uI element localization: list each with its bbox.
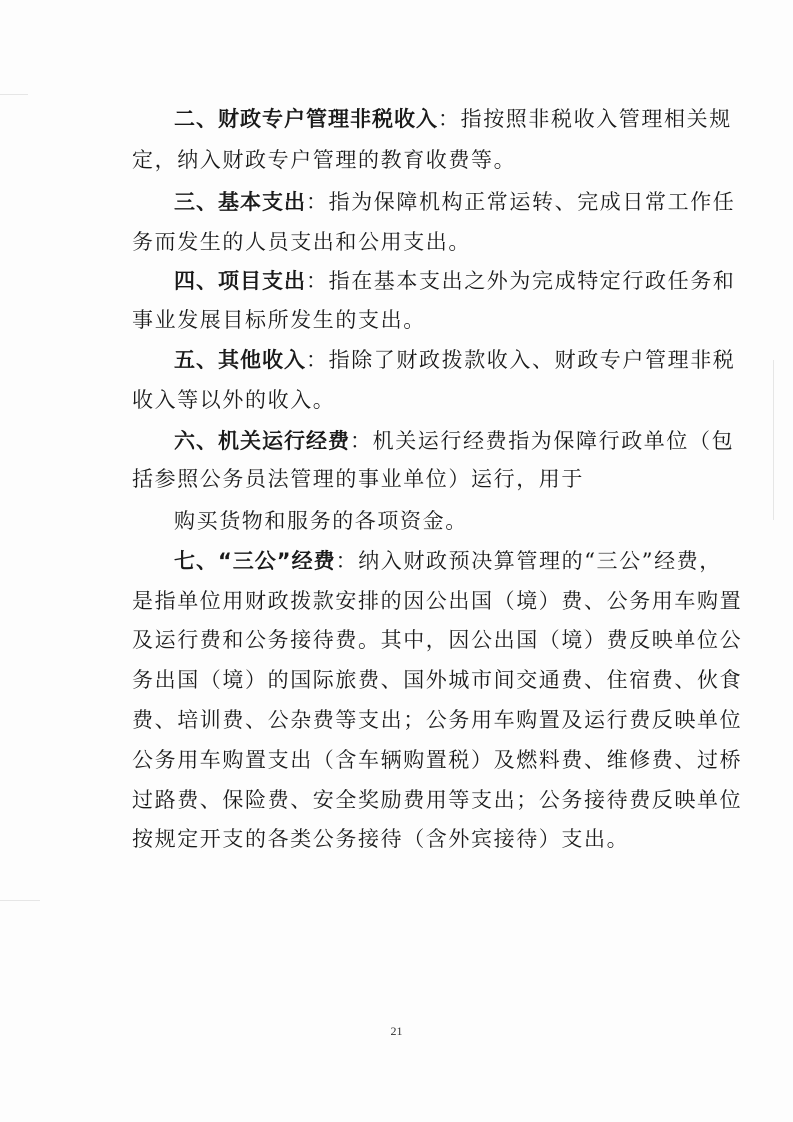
definition-text: 按规定开支的各类公务接待（含外宾接待）支出。 bbox=[132, 827, 630, 851]
definition-text: 务而发生的人员支出和公用支出。 bbox=[132, 230, 471, 254]
paragraph-line bbox=[132, 667, 743, 693]
paragraph-line bbox=[132, 229, 692, 255]
paragraph-line bbox=[174, 347, 736, 373]
paragraph-line bbox=[174, 189, 736, 215]
definition-term: 四、项目支出 bbox=[174, 269, 306, 293]
definition-text: 及运行费和公务接待费。其中，因公出国（境）费反映单位公 bbox=[132, 628, 743, 652]
paragraph-line bbox=[174, 428, 735, 454]
definition-text: ：指除了财政拨款收入、财政专户管理非税 bbox=[306, 348, 736, 372]
paragraph-line bbox=[174, 548, 722, 574]
definition-text: ：指按照非税收入管理相关规 bbox=[438, 107, 732, 131]
definition-text: 括参照公务员法管理的事业单位）运行，用于 bbox=[132, 467, 584, 491]
definition-text: 过路费、保险费、安全奖励费用等支出；公务接待费反映单位 bbox=[132, 788, 743, 812]
scan-mark bbox=[0, 900, 40, 901]
paragraph-line bbox=[132, 627, 743, 653]
definition-text: 费、培训费、公杂费等支出；公务用车购置及运行费反映单位 bbox=[132, 708, 743, 732]
definition-text: 务出国（境）的国际旅费、国外城市间交通费、住宿费、伙食 bbox=[132, 668, 743, 692]
definition-text: 是指单位用财政拨款安排的因公出国（境）费、公务用车购置 bbox=[132, 589, 743, 613]
scan-mark bbox=[0, 94, 28, 95]
definition-term: 二、财政专户管理非税收入 bbox=[174, 107, 438, 131]
paragraph-line bbox=[132, 466, 692, 492]
paragraph-line bbox=[174, 508, 694, 534]
definition-text: ：指在基本支出之外为完成特定行政任务和 bbox=[306, 269, 736, 293]
definition-term: 六、机关运行经费 bbox=[174, 429, 350, 453]
paragraph-line bbox=[132, 147, 692, 173]
paragraph-line bbox=[132, 588, 743, 614]
page-number: 21 bbox=[390, 1024, 403, 1038]
definition-text: 事业发展目标所发生的支出。 bbox=[132, 308, 426, 332]
definition-text: 定，纳入财政专户管理的教育收费等。 bbox=[132, 148, 517, 172]
paragraph-line bbox=[132, 787, 743, 813]
paragraph-line bbox=[132, 307, 692, 333]
definition-text: ：纳入财政预决算管理的“三公”经费， bbox=[335, 549, 722, 573]
paragraph-line bbox=[132, 747, 743, 773]
definition-text: 公务用车购置支出（含车辆购置税）及燃料费、维修费、过桥 bbox=[132, 748, 743, 772]
paragraph-line bbox=[174, 268, 736, 294]
definition-term: 三、基本支出 bbox=[174, 190, 306, 214]
definition-text: 收入等以外的收入。 bbox=[132, 388, 336, 412]
paragraph-line bbox=[132, 387, 692, 413]
definition-text: ：指为保障机构正常运转、完成日常工作任 bbox=[306, 190, 736, 214]
paragraph-line bbox=[174, 106, 732, 132]
definition-term: 七、“三公”经费 bbox=[174, 549, 336, 573]
definition-text: 购买货物和服务的各项资金。 bbox=[174, 509, 468, 533]
definition-text: ：机关运行经费指为保障行政单位（包 bbox=[350, 429, 735, 453]
definition-term: 五、其他收入 bbox=[174, 348, 306, 372]
paragraph-line bbox=[132, 707, 743, 733]
scan-mark bbox=[773, 360, 774, 520]
paragraph-line bbox=[132, 826, 692, 852]
